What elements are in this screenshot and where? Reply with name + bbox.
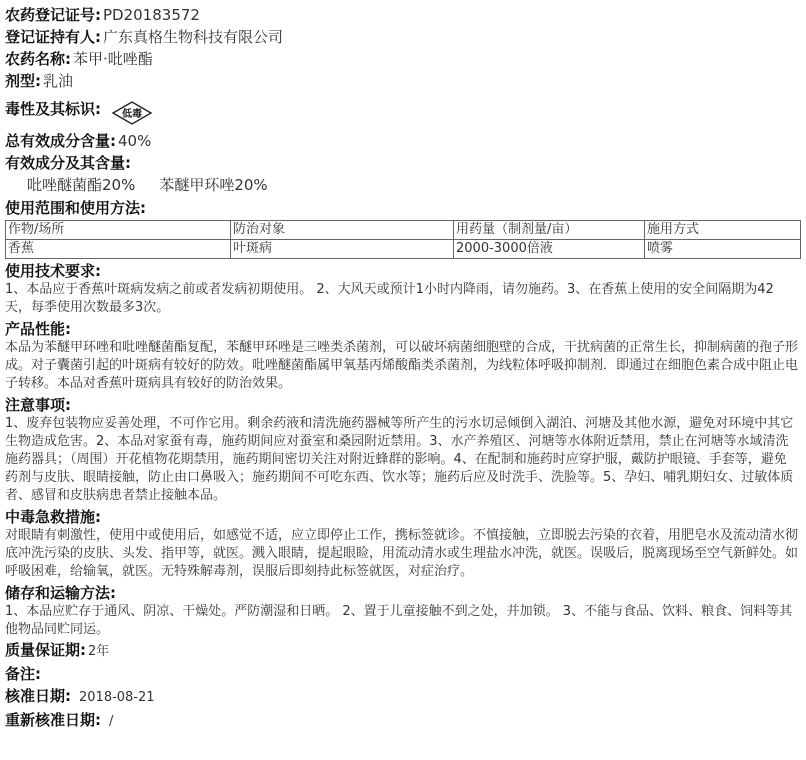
- formulation-row: [5, 70, 801, 92]
- total-content-label: 总有效成分含量:: [5, 132, 116, 150]
- usage-table: [5, 220, 801, 259]
- tech-requirements-label: 使用技术要求:: [5, 262, 101, 280]
- formulation-value: 乳油: [43, 72, 74, 90]
- svg-text:低毒: 低毒: [122, 109, 142, 120]
- precautions-label: 注意事项:: [5, 396, 71, 414]
- approval-date-row: [5, 685, 801, 709]
- usage-header-target: 防治对象: [231, 221, 454, 240]
- usage-cell-crop: 香蕉: [6, 240, 231, 259]
- holder-label: 登记证持有人:: [5, 28, 101, 46]
- shelf-life-row: [5, 639, 801, 663]
- usage-header-dosage: 用药量（制剂量/亩）: [454, 221, 645, 240]
- usage-cell-method: 喷雾: [645, 240, 801, 259]
- storage-text: 1、本品应贮存于通风、阴凉、干燥处。严防潮湿和日晒。 2、置于儿童接触不到之处，并加锁。 3、不能与食品、饮料、粮食、饲料等其他物品同贮同运。: [5, 604, 793, 637]
- shelf-life-label: 质量保证期:: [5, 641, 86, 659]
- total-content-row: [5, 130, 801, 152]
- ingredient-item: 苯醚甲环唑20%: [159, 176, 268, 194]
- storage-label: 储存和运输方法:: [5, 584, 116, 602]
- shelf-life-value: 2年: [88, 644, 110, 659]
- formulation-label: 剂型:: [5, 72, 41, 90]
- total-content-value: 40%: [118, 132, 152, 150]
- first-aid-text: 对眼睛有刺激性，使用中或使用后，如感觉不适，应立即停止工作，携标签就诊。不慎接触，立即脱去污染的衣着，用肥皂水及流动清水彻底冲洗污染的皮肤、头发、指甲等，就医。溅入眼睛，提起眼睑，用流动清水或生理盐水冲洗，就医。误吸后，脱离现场至空气新鲜处。如呼吸困难，给输氧，就医。无特殊解毒剂，误服后即刻持此标签就医，对症治疗。: [5, 528, 799, 579]
- usage-label: 使用范围和使用方法:: [5, 199, 146, 217]
- approval-date-label: 核准日期:: [5, 687, 71, 705]
- usage-table-header-row: [6, 221, 801, 240]
- pesticide-name-value: 苯甲·吡唑酯: [73, 50, 153, 68]
- performance-text: 本品为苯醚甲环唑和吡唑醚菌酯复配，苯醚甲环唑是三唑类杀菌剂，可以破坏病菌细胞壁的合成，干扰病菌的正常生长，抑制病菌的孢子形成。对子囊菌引起的叶斑病有较好的防效。吡唑醚菌酯属甲氧基丙烯酸酯类杀菌剂，为线粒体呼吸抑制剂．即通过在细胞色素合成中阻止电子转移。本品对香蕉叶斑病具有较好的防治效果。: [5, 340, 799, 391]
- registration-row: [5, 4, 801, 26]
- ingredients-row: [5, 152, 801, 174]
- holder-row: [5, 26, 801, 48]
- reapproval-date-row: [5, 709, 801, 733]
- ingredient-item: 吡唑醚菌酯20%: [27, 176, 136, 194]
- approval-date-value: 2018-08-21: [79, 690, 155, 705]
- ingredients-list: [5, 174, 801, 196]
- remarks-row: [5, 663, 801, 685]
- performance-label: 产品性能:: [5, 320, 71, 338]
- ingredients-label: 有效成分及其含量:: [5, 154, 131, 172]
- pesticide-name-row: [5, 48, 801, 70]
- holder-value: 广东真格生物科技有限公司: [103, 28, 284, 46]
- usage-cell-dosage: 2000-3000倍液: [454, 240, 645, 259]
- usage-cell-target: 叶斑病: [231, 240, 454, 259]
- pesticide-name-label: 农药名称:: [5, 50, 71, 68]
- precautions-text: 1、废弃包装物应妥善处理，不可作它用。剩余药液和清洗施药器械等所产生的污水切忌倾倒入湖泊、河塘及其他水源，避免对环境中其它生物造成危害。2、本品对家蚕有毒，施药期间应对蚕室和桑园附近禁用。3、水产养殖区、河塘等水体附近禁用，禁止在河塘等水域清洗施药器具；（周围）开花植物花期禁用，施药期间密切关注对附近蜂群的影响。4、在配制和施药时应穿护服，戴防护眼镜、手套等，避免药剂与皮肤、眼睛接触，防止由口鼻吸入；施药期间不可吃东西、饮水等；施药后应及时洗手、洗脸等。5、孕妇、哺乳期妇女、过敏体质者、感冒和皮肤病患者禁止接触本品。: [5, 416, 794, 503]
- first-aid-label: 中毒急救措施:: [5, 508, 101, 526]
- toxicity-label: 毒性及其标识:: [5, 100, 101, 118]
- table-row: [6, 240, 801, 259]
- registration-label: 农药登记证号:: [5, 6, 101, 24]
- toxicity-row: [5, 92, 801, 126]
- low-toxicity-icon: [111, 101, 153, 125]
- remarks-label: 备注:: [5, 665, 41, 683]
- tech-requirements-text: 1、本品应于香蕉叶斑病发病之前或者发病初期使用。 2、大风天或预计1小时内降雨，请勿施药。3、在香蕉上使用的安全间隔期为42天，每季使用次数最多3次。: [5, 282, 774, 315]
- usage-header-method: 施用方式: [645, 221, 801, 240]
- reapproval-date-label: 重新核准日期:: [5, 711, 101, 729]
- usage-header-crop: 作物/场所: [6, 221, 231, 240]
- registration-value: PD20183572: [103, 6, 200, 24]
- reapproval-date-value: /: [109, 714, 114, 729]
